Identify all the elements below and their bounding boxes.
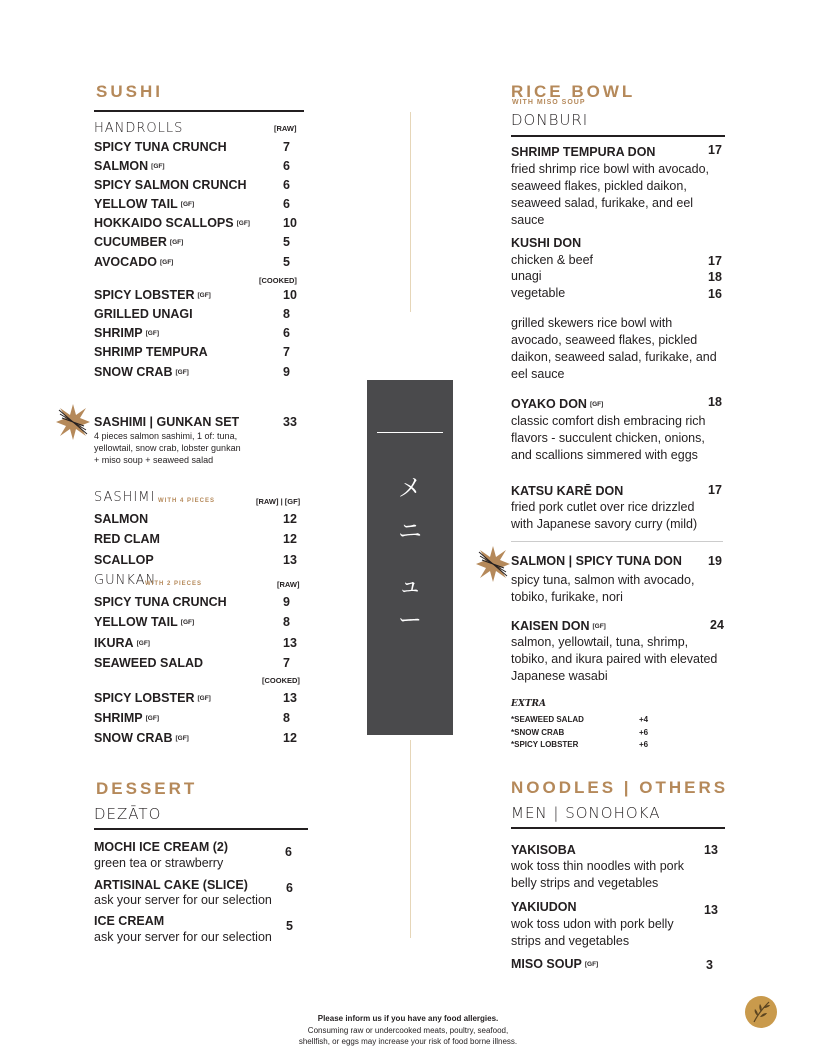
rice-divider (511, 135, 725, 137)
menu-item: SALMON [GF] (94, 159, 165, 173)
menu-item: KAISEN DON [GF] (511, 619, 606, 633)
menu-item: ARTISINAL CAKE (SLICE) (94, 878, 248, 892)
item-price: 13 (283, 636, 297, 650)
item-desc: belly strips and vegetables (511, 876, 659, 890)
menu-item: HOKKAIDO SCALLOPS [GF] (94, 216, 250, 230)
extra-price: +4 (639, 715, 649, 724)
set-desc-line: yellowtail, snow crab, lobster gunkan (94, 443, 241, 453)
item-price: 18 (708, 270, 722, 284)
rice-title: RICE BOWL (511, 82, 636, 101)
item-price: 6 (283, 178, 290, 192)
menu-panel (367, 380, 453, 735)
item-price: 10 (283, 216, 297, 230)
noodles-subtitle: MEN | SONOHOKA (511, 804, 661, 822)
gf-tag: [GF] (169, 239, 184, 247)
dessert-subtitle: DEZĀTO (94, 805, 162, 823)
panel-glyph: ー (398, 607, 422, 634)
sashimi-note: WITH 4 PIECES (158, 498, 216, 504)
item-desc: tobiko, furikake, nori (511, 590, 623, 604)
panel-glyph: ュ (398, 572, 422, 599)
sushi-divider (94, 110, 304, 112)
sashimi-heading: SASHIMI (94, 490, 156, 505)
extra-price: +6 (639, 728, 649, 737)
menu-item: SPICY LOBSTER [GF] (94, 288, 211, 302)
menu-item: MOCHI ICE CREAM (2) (94, 840, 229, 854)
gf-tag: [GF] (197, 292, 211, 300)
item-price: 5 (283, 255, 290, 269)
item-price: 6 (283, 159, 290, 173)
handrolls-heading: HANDROLLS (94, 121, 184, 136)
item-desc: grilled skewers rice bowl with (511, 316, 673, 330)
item-price: 17 (708, 483, 722, 497)
noodles-title: NOODLES | OTHERS (511, 778, 729, 797)
item-desc: ask your server for our selection (94, 893, 272, 907)
item-price: 3 (706, 958, 713, 972)
rice-subtitle: DONBURI (511, 111, 589, 129)
starburst-icon (476, 546, 510, 582)
item-desc: fried shrimp rice bowl with avocado, (511, 162, 709, 176)
item-desc: eel sauce (511, 367, 565, 381)
menu-item: AVOCADO [GF] (94, 255, 174, 269)
item-price: 6 (283, 197, 290, 211)
menu-item: KATSU KARĒ DON (511, 484, 624, 498)
menu-item: ICE CREAM (94, 914, 165, 928)
item-price: 7 (283, 140, 290, 154)
gf-tag: [GF] (145, 330, 159, 338)
gf-tag: [GF] (136, 640, 150, 648)
gf-tag: [GF] (175, 369, 189, 377)
item-price: 9 (283, 365, 290, 379)
menu-item: OYAKO DON [GF] (511, 397, 604, 411)
menu-item: SNOW CRAB [GF] (94, 365, 189, 379)
sashimi-tag: [RAW] | [GF] (256, 497, 301, 506)
footer-disclaimer-line: shellfish, or eggs may increase your risk of food borne illness. (298, 1037, 518, 1046)
menu-item: CUCUMBER [GF] (94, 235, 184, 249)
item-price: 12 (283, 731, 297, 745)
gf-tag: [GF] (197, 695, 211, 703)
item-price: 24 (710, 618, 724, 632)
extra-price: +6 (639, 740, 649, 749)
item-price: 12 (283, 532, 297, 546)
item-price: 6 (286, 881, 293, 895)
menu-item: SPICY TUNA CRUNCH (94, 595, 227, 609)
item-price: 7 (283, 656, 290, 670)
handrolls-cooked-tag: [COOKED] (259, 276, 297, 285)
gf-tag: [GF] (592, 623, 606, 631)
extra-heading: EXTRA (511, 699, 547, 709)
rice-note: WITH MISO SOUP (512, 99, 586, 106)
option-name: unagi (511, 269, 542, 283)
gf-tag: [GF] (584, 961, 599, 969)
footer-disclaimer-line: Consuming raw or undercooked meats, poultry, seafood, (307, 1026, 509, 1035)
dessert-title: DESSERT (96, 779, 198, 798)
item-desc: fried pork cutlet over rice drizzled (511, 500, 695, 514)
item-price: 19 (708, 554, 722, 568)
set-desc-line: 4 pieces salmon sashimi, 1 of: tuna, (94, 431, 238, 441)
item-price: 8 (283, 615, 290, 629)
item-desc: seaweed salad, furikake, and eel (511, 196, 694, 210)
menu-item: YAKIUDON (511, 900, 577, 914)
item-price: 17 (708, 254, 722, 268)
gunkan-raw-tag: [RAW] (277, 580, 300, 589)
option-name: vegetable (511, 286, 566, 300)
menu-item: SHRIMP TEMPURA DON (511, 145, 656, 159)
item-desc: spicy tuna, salmon with avocado, (511, 573, 695, 587)
gunkan-heading: GUNKAN (94, 573, 157, 588)
menu-item: MISO SOUP [GF] (511, 957, 599, 971)
item-price: 16 (708, 287, 722, 301)
menu-item: SPICY LOBSTER [GF] (94, 691, 211, 705)
center-divider-bottom (410, 740, 411, 938)
set-desc-line: + miso soup + seaweed salad (94, 455, 214, 465)
divider (511, 541, 723, 542)
menu-item: SEAWEED SALAD (94, 656, 204, 670)
menu-item: SPICY TUNA CRUNCH (94, 140, 227, 154)
extra-item: *SEAWEED SALAD (511, 715, 584, 724)
item-desc: strips and vegetables (511, 934, 630, 948)
item-price: 8 (283, 711, 290, 725)
item-desc: sauce (511, 213, 545, 227)
item-price: 7 (283, 345, 290, 359)
menu-item: YELLOW TAIL [GF] (94, 615, 195, 629)
item-desc: with Japanese savory curry (mild) (511, 517, 698, 531)
handrolls-raw-tag: [RAW] (274, 124, 297, 133)
menu-item: SCALLOP (94, 553, 154, 567)
center-divider-top (410, 112, 411, 312)
item-price: 6 (283, 326, 290, 340)
sushi-title: SUSHI (96, 82, 163, 101)
menu-item: SHRIMP [GF] (94, 326, 159, 340)
extra-item: *SNOW CRAB (511, 728, 565, 737)
footer-allergy-note: Please inform us if you have any food allergies. (317, 1014, 499, 1023)
item-price: 10 (283, 288, 297, 302)
item-price: 13 (283, 691, 297, 705)
item-desc: green tea or strawberry (94, 856, 224, 870)
panel-rule (377, 432, 443, 433)
menu-item: IKURA [GF] (94, 636, 150, 650)
extra-item: *SPICY LOBSTER (511, 740, 579, 749)
item-price: 5 (286, 919, 293, 933)
item-desc: seaweed flakes, pickled daikon, (511, 179, 687, 193)
menu-item: SPICY SALMON CRUNCH (94, 178, 247, 192)
gf-tag: [GF] (180, 619, 195, 627)
gf-tag: [GF] (151, 163, 165, 171)
menu-item: SHRIMP [GF] (94, 711, 159, 725)
item-desc: wok toss thin noodles with pork (511, 859, 685, 873)
gf-tag: [GF] (145, 715, 159, 723)
item-desc: daikon, seaweed salad, furikake, and (511, 350, 717, 364)
item-price: 6 (285, 845, 292, 859)
gf-tag: [GF] (159, 259, 174, 267)
item-desc: ask your server for our selection (94, 930, 272, 944)
panel-glyph: メ (398, 475, 422, 502)
item-desc: wok toss udon with pork belly (511, 917, 674, 931)
item-desc: classic comfort dish embracing rich (511, 414, 706, 428)
item-desc: Japanese wasabi (511, 669, 608, 683)
leaf-badge-icon (745, 996, 777, 1028)
gf-tag: [GF] (180, 201, 195, 209)
item-price: 13 (704, 843, 718, 857)
item-price: 8 (283, 307, 290, 321)
gf-tag: [GF] (175, 735, 189, 743)
item-desc: avocado, seaweed flakes, pickled (511, 333, 698, 347)
gf-tag: [GF] (236, 220, 250, 228)
menu-item: SALMON | SPICY TUNA DON (511, 554, 682, 568)
panel-glyph: ニ (398, 518, 422, 545)
starburst-icon (56, 404, 90, 440)
menu-item: SALMON (94, 512, 149, 526)
menu-item: SNOW CRAB [GF] (94, 731, 189, 745)
option-name: chicken & beef (511, 253, 593, 267)
item-price: 9 (283, 595, 290, 609)
menu-item: GRILLED UNAGI (94, 307, 193, 321)
item-price: 12 (283, 512, 297, 526)
menu-item: KUSHI DON (511, 236, 582, 250)
menu-item: SHRIMP TEMPURA (94, 345, 208, 359)
gunkan-cooked-tag: [COOKED] (262, 676, 300, 685)
item-price: 5 (283, 235, 290, 249)
item-desc: flavors - succulent chicken, onions, (511, 431, 705, 445)
gunkan-note: WITH 2 PIECES (145, 581, 203, 587)
dessert-divider (94, 828, 308, 830)
item-price: 13 (283, 553, 297, 567)
item-price: 17 (708, 143, 722, 157)
menu-item: YAKISOBA (511, 843, 576, 857)
menu-item: RED CLAM (94, 532, 160, 546)
item-desc: and scallions simmered with eggs (511, 448, 698, 462)
item-desc: tobiko, and ikura paired with elevated (511, 652, 718, 666)
noodles-divider (511, 827, 725, 829)
gf-tag: [GF] (589, 401, 604, 409)
item-price: 13 (704, 903, 718, 917)
item-price: 18 (708, 395, 722, 409)
menu-item: YELLOW TAIL [GF] (94, 197, 195, 211)
set-price: 33 (283, 415, 297, 429)
set-name: SASHIMI | GUNKAN SET (94, 415, 240, 429)
item-desc: salmon, yellowtail, tuna, shrimp, (511, 635, 689, 649)
